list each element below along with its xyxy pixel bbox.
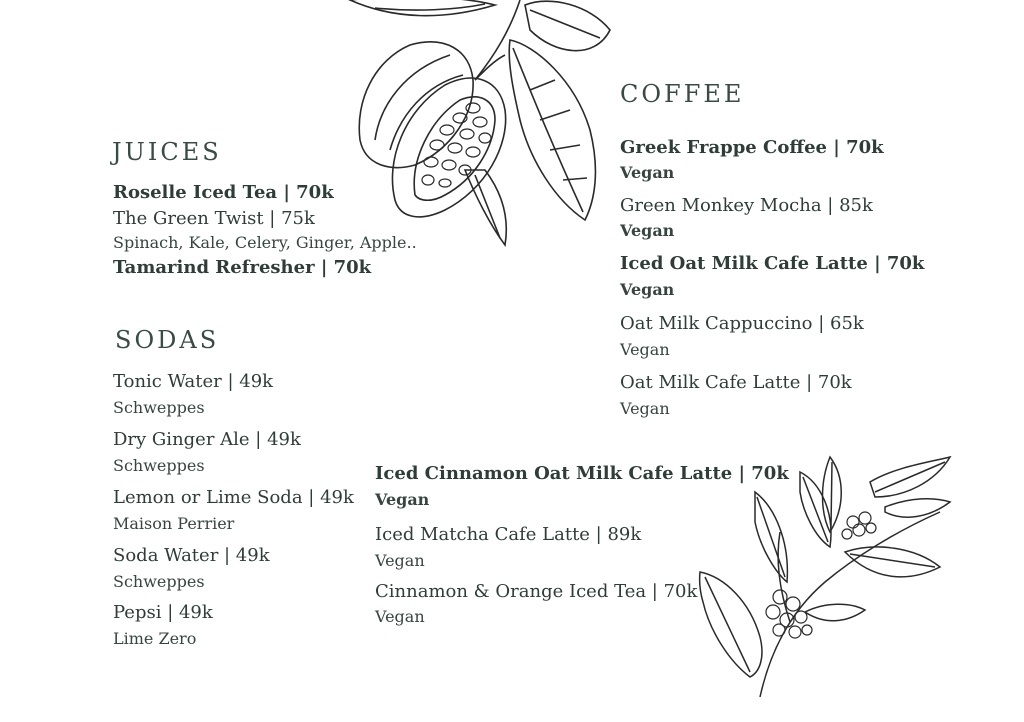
latte-item-name: Iced Matcha Cafe Latte | 89k xyxy=(375,524,642,545)
soda-item-name: Tonic Water | 49k xyxy=(113,371,274,392)
menu-item-green-twist-desc: Spinach, Kale, Celery, Ginger, Apple.. xyxy=(113,233,417,252)
coffee-item-desc: Vegan xyxy=(620,280,675,299)
soda-item-desc: Schweppes xyxy=(113,456,205,475)
coffee-item-name: Green Monkey Mocha | 85k xyxy=(620,195,873,216)
soda-item-name: Dry Ginger Ale | 49k xyxy=(113,429,301,450)
latte-item-desc: Vegan xyxy=(375,551,425,570)
soda-item-desc: Lime Zero xyxy=(113,629,197,648)
menu-item-green-twist: The Green Twist | 75k xyxy=(113,208,315,229)
coffee-branch-illustration xyxy=(695,452,955,702)
latte-item-name: Iced Cinnamon Oat Milk Cafe Latte | 70k xyxy=(375,463,789,484)
soda-item-name: Pepsi | 49k xyxy=(113,602,213,623)
latte-item-desc: Vegan xyxy=(375,607,425,626)
soda-item-desc: Maison Perrier xyxy=(113,514,235,533)
latte-item-desc: Vegan xyxy=(375,490,430,509)
coffee-item-desc: Vegan xyxy=(620,399,670,418)
latte-item-name: Cinnamon & Orange Iced Tea | 70k xyxy=(375,581,698,602)
coffee-item-name: Greek Frappe Coffee | 70k xyxy=(620,137,884,158)
juices-heading: JUICES xyxy=(112,138,222,166)
menu-item-tamarind-refresher: Tamarind Refresher | 70k xyxy=(113,257,372,278)
coffee-item-name: Oat Milk Cappuccino | 65k xyxy=(620,313,864,334)
soda-item-desc: Schweppes xyxy=(113,398,205,417)
coffee-item-desc: Vegan xyxy=(620,163,675,182)
coffee-item-name: Iced Oat Milk Cafe Latte | 70k xyxy=(620,253,925,274)
soda-item-name: Lemon or Lime Soda | 49k xyxy=(113,487,354,508)
menu-item-roselle-iced-tea: Roselle Iced Tea | 70k xyxy=(113,182,334,203)
coffee-item-name: Oat Milk Cafe Latte | 70k xyxy=(620,372,852,393)
soda-item-name: Soda Water | 49k xyxy=(113,545,270,566)
cacao-pod-illustration xyxy=(335,0,625,250)
coffee-item-desc: Vegan xyxy=(620,221,675,240)
coffee-heading: COFFEE xyxy=(620,80,745,108)
soda-item-desc: Schweppes xyxy=(113,572,205,591)
coffee-item-desc: Vegan xyxy=(620,340,670,359)
sodas-heading: SODAS xyxy=(115,326,220,354)
